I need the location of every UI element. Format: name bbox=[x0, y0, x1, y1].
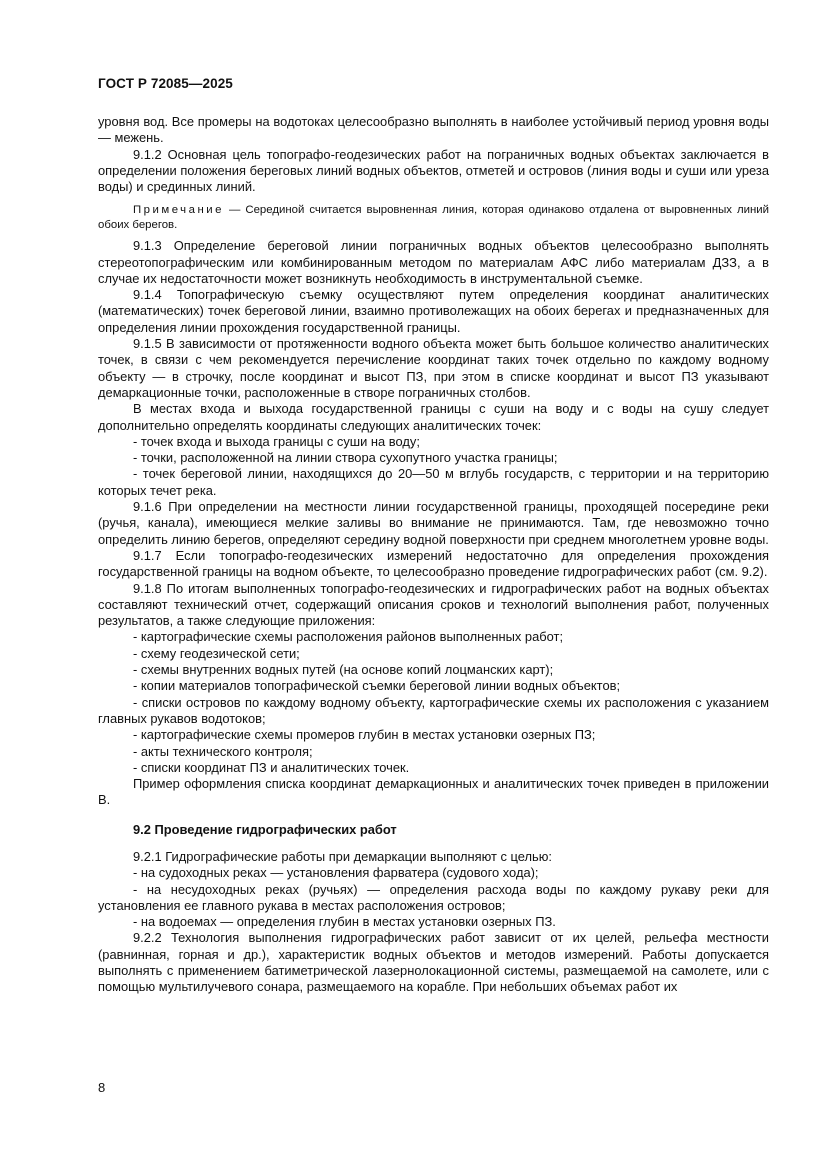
paragraph-example: Пример оформления списка координат демаркационных и аналитических точек приведен в приложении В. bbox=[98, 776, 769, 808]
list-item: - на несудоходных реках (ручьях) — определения расхода воды по каждому рукаву реки для установления ее главного рукава в местах расположения островов; bbox=[98, 881, 769, 913]
list-item: - списки островов по каждому водному объекту, картографические схемы их расположения с указанием главных рукавов водотоков; bbox=[98, 694, 769, 726]
note-text: — Серединой считается выровненная линия, которая одинаково отдалена от выровненных линий обоих берегов. bbox=[98, 204, 769, 231]
document-body bbox=[98, 114, 769, 996]
paragraph: уровня вод. Все промеры на водотоках целесообразно выполнять в наиболее устойчивый период уровня воды — межень. bbox=[98, 114, 769, 146]
paragraph: В местах входа и выхода государственной границы с суши на воду и с воды на сушу следует дополнительно определять координаты следующих аналитических точек: bbox=[98, 401, 769, 433]
list-item: - картографические схемы расположения районов выполненных работ; bbox=[133, 629, 564, 645]
paragraph-9-2-2: 9.2.2 Технология выполнения гидрографических работ зависит от их целей, рельефа местности (равнинная, горная и др.), характеристик водных объектов и методов измерений. Работы допускается выполнять с применением батиметрической лазернолокационной системы, размещаемой на самолете, или с помощью мультилучевого сонара, размещаемого на корабле. При небольших объемах работ их bbox=[98, 930, 769, 995]
list-item: - на судоходных реках — установления фарватера (судового хода); bbox=[133, 865, 539, 881]
paragraph-9-1-8: 9.1.8 По итогам выполненных топографо-геодезических и гидрографических работ на водных объектах составляют технический отчет, содержащий описания сроков и технологий выполнения работ, полученных результатов, а также следующие приложения: bbox=[98, 580, 769, 629]
list-item: - точек береговой линии, находящихся до 20—50 м вглубь государств, с территории и на территорию которых течет река. bbox=[98, 466, 769, 498]
list-item: - схему геодезической сети; bbox=[133, 645, 300, 661]
list-item: - точек входа и выхода границы с суши на воду; bbox=[133, 433, 420, 449]
paragraph-9-2-1: 9.2.1 Гидрографические работы при демаркации выполняют с целью: bbox=[133, 848, 552, 864]
note bbox=[98, 203, 769, 232]
list-item: - копии материалов топографической съемки береговой линии водных объектов; bbox=[133, 678, 621, 694]
list-item: - картографические схемы промеров глубин в местах установки озерных ПЗ; bbox=[133, 727, 596, 743]
page-number: 8 bbox=[98, 1080, 106, 1095]
note-label: Примечание bbox=[133, 204, 224, 217]
list-item: - точки, расположенной на линии створа сухопутного участка границы; bbox=[133, 450, 558, 466]
list-item: - на водоемах — определения глубин в местах установки озерных ПЗ. bbox=[133, 914, 556, 930]
document-header: ГОСТ Р 72085—2025 bbox=[98, 76, 233, 91]
paragraph-9-1-6: 9.1.6 При определении на местности линии государственной границы, проходящей посередине реки (ручья, канала), имеющиеся мелкие заливы во внимание не принимаются. Там, где невозможно точно определить линию берегов, определяют середину водной поверхности при среднем многолетнем уровне воды. bbox=[98, 499, 769, 547]
paragraph-9-1-3: 9.1.3 Определение береговой линии пограничных водных объектов целесообразно выполнять стереотопографическим или комбинированным методом по материалам АФС либо материалам ДЗЗ, а в случае их недостаточности может возникнуть необходимость в инструментальной съемке. bbox=[98, 238, 769, 286]
paragraph-9-1-2: 9.1.2 Основная цель топографо-геодезических работ на пограничных водных объектах заключается в определении положения береговых линий водных объектов, отметей и островов (линия воды и суши или уреза воды) и срединных линий. bbox=[98, 146, 769, 195]
paragraph-9-1-7: 9.1.7 Если топографо-геодезических измерений недостаточно для определения прохождения государственной границы на водном объекте, то целесообразно проведение гидрографических работ (см. 9.2). bbox=[98, 547, 769, 580]
list-item: - акты технического контроля; bbox=[133, 743, 313, 759]
section-title-9-2: 9.2 Проведение гидрографических работ bbox=[133, 821, 397, 837]
list-item: - списки координат ПЗ и аналитических точек. bbox=[133, 759, 410, 775]
list-item: - схемы внутренних водных путей (на основе копий лоцманских карт); bbox=[133, 662, 554, 678]
paragraph-9-1-5: 9.1.5 В зависимости от протяженности водного объекта может быть большое количество аналитических точек, в связи с чем рекомендуется перечисление координат таких точек отдельно по каждому водному объекту — в строчку, после координат и высот ПЗ, при этом в списке координат и высот ПЗ указывают демаркационные точки, расположенные в створе пограничных столбов. bbox=[98, 336, 769, 400]
paragraph-9-1-4: 9.1.4 Топографическую съемку осуществляют путем определения координат аналитических (математических) точек береговой линии, взаимно противолежащих на обоих берегах и предназначенных для определения линии прохождения государственной границы. bbox=[98, 287, 769, 335]
